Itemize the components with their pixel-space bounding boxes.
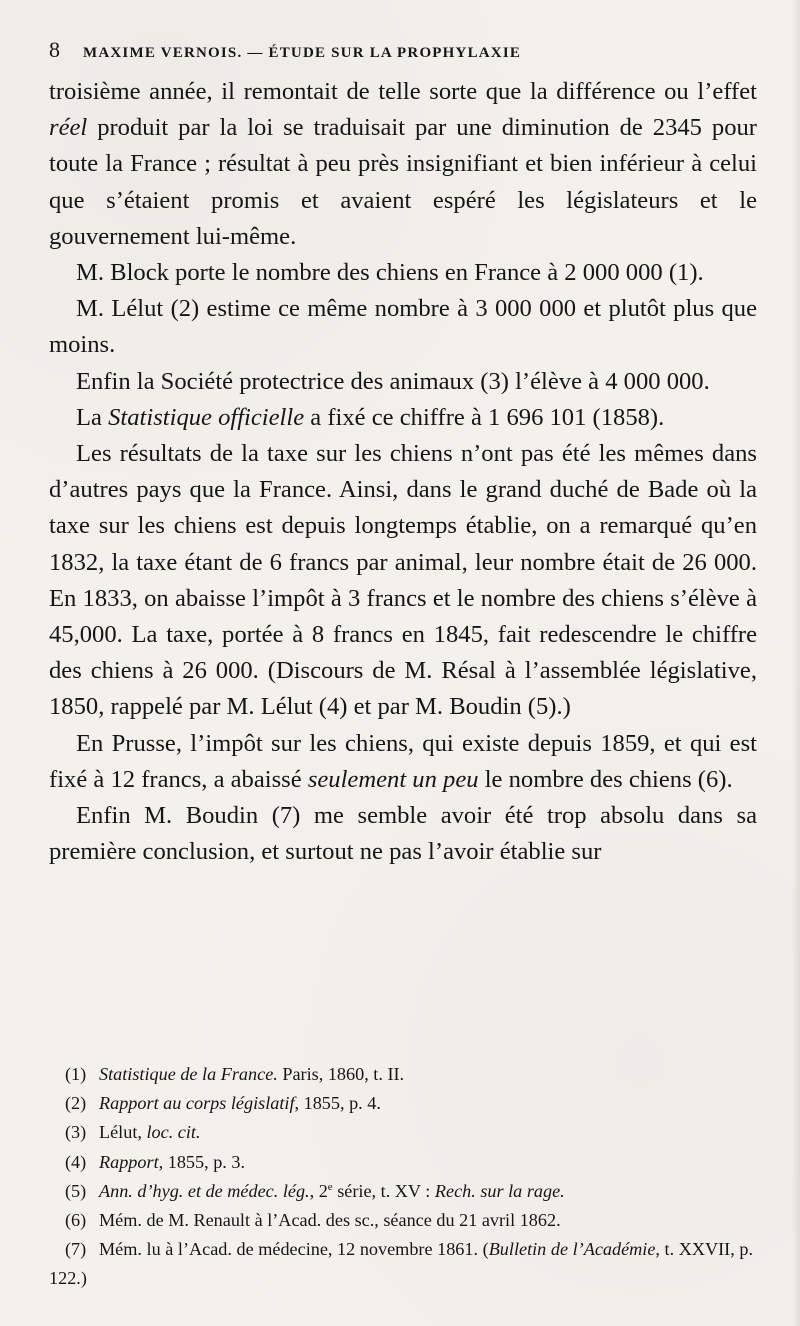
- main-text: [49, 74, 757, 870]
- paragraph-5-italic: Statistique officielle: [108, 403, 305, 431]
- footnote-text-after: série, t. XV :: [332, 1180, 435, 1201]
- paragraph-7: [49, 726, 757, 798]
- footnote-number: (1): [65, 1064, 87, 1084]
- paragraph-4: Enfin la Société protectrice des animaux (3) l’élève à 4 000 000.: [76, 367, 710, 395]
- footnote-6: [49, 1206, 753, 1235]
- paragraph-7-prefix: En Prusse, l’impôt sur les chiens, qui existe depuis 1859, et qui est fixé à 12 francs, a abaissé: [49, 729, 757, 793]
- footnote-text-after: , t. XXVII, p. 122.): [49, 1239, 753, 1289]
- footnote-italic: loc. cit.: [146, 1122, 201, 1143]
- footnote-number: (6): [65, 1210, 87, 1231]
- footnote-italic: Bulletin de l’Académie: [488, 1239, 656, 1260]
- footnote-italic: Statistique de la France.: [99, 1064, 278, 1084]
- paragraph-5: [49, 400, 757, 436]
- paragraph-7-rest: le nombre des chiens (6).: [484, 765, 733, 793]
- footnote-number: (5): [65, 1180, 87, 1201]
- footnote-text: , 1855, p. 3.: [158, 1151, 246, 1172]
- footnote-number: (2): [65, 1093, 87, 1114]
- footnote-text: Paris, 1860, t. II.: [277, 1064, 405, 1084]
- footnote-number: (4): [65, 1151, 87, 1172]
- footnote-5: [49, 1177, 753, 1206]
- footnote-2: [49, 1089, 753, 1118]
- paragraph-1-rest: produit par la loi se traduisait par une diminution de 2345 pour toute la France ; résultat à peu près insignifiant et bien inférieur à celui que s’étaient promis et avaient espéré les législateurs et le gouvernement lui-même.: [49, 114, 757, 250]
- footnote-1: [49, 1060, 753, 1089]
- footnote-superscript: e: [327, 1180, 333, 1193]
- paragraph-1-italic: réel: [49, 114, 88, 142]
- paragraph-3: M. Lélut (2) estime ce même nombre à 3 000 000 et plutôt plus que moins.: [49, 295, 757, 359]
- paragraph-5-rest: a fixé ce chiffre à 1 696 101 (1858).: [310, 403, 665, 431]
- footnote-number: (3): [65, 1122, 87, 1143]
- page-number: 8: [49, 37, 62, 62]
- running-title: MAXIME VERNOIS. — ÉTUDE SUR LA PROPHYLAXIE: [83, 45, 522, 61]
- paragraph-2: M. Block porte le nombre des chiens en France à 2 000 000 (1).: [76, 259, 704, 287]
- footnote-7: [49, 1235, 753, 1293]
- paragraph-6: Les résultats de la taxe sur les chiens n’ont pas été les mêmes dans d’autres pays que la France. Ainsi, dans le grand duché de Bade où la taxe sur les chiens est depuis longtemps établie, on a remarqué qu’en 1832, la taxe étant de 6 francs par animal, leur nombre était de 26 000. En 1833, on abaisse l’impôt à 3 francs et le nombre des chiens s’élève à 45,000. La taxe, portée à 8 francs en 1845, fait redescendre le chiffre des chiens à 26 000. (Discours de M. Résal à l’assemblée législative, 1850, rappelé par M. Lélut (4) et par M. Boudin (5).): [49, 440, 757, 721]
- page-edge-shadow: [792, 0, 800, 1326]
- paragraph-1-start: troisième année, il remontait de telle sorte que la différence ou l’effet: [49, 78, 757, 105]
- footnote-italic-after: Rech. sur la rage.: [434, 1180, 565, 1201]
- footnote-text: Mém. lu à l’Acad. de médecine, 12 novembre 1861. (: [99, 1239, 489, 1260]
- page-header: [49, 28, 757, 72]
- footnote-text: , 1855, p. 4.: [294, 1093, 381, 1114]
- footnote-number: (7): [65, 1239, 87, 1260]
- paragraph-1: [49, 74, 757, 255]
- paragraph-7-italic: seulement un peu: [307, 765, 479, 793]
- footnote-italic: Rapport: [99, 1151, 159, 1172]
- footnote-italic: Ann. d’hyg. et de médec. lég.: [99, 1180, 310, 1201]
- footnote-italic: Rapport au corps législatif: [99, 1093, 295, 1114]
- footnote-4: [49, 1148, 753, 1177]
- footnote-text: , 2: [309, 1180, 328, 1201]
- paragraph-5-prefix: La: [76, 403, 102, 431]
- footnotes: [49, 1060, 753, 1294]
- footnote-3: [49, 1118, 753, 1147]
- paragraph-8: Enfin M. Boudin (7) me semble avoir été trop absolu dans sa première conclusion, et surtout ne pas l’avoir établie sur: [49, 802, 757, 866]
- footnote-text: Mém. de M. Renault à l’Acad. des sc., séance du 21 avril 1862.: [99, 1210, 561, 1231]
- footnote-text: Lélut,: [99, 1122, 147, 1143]
